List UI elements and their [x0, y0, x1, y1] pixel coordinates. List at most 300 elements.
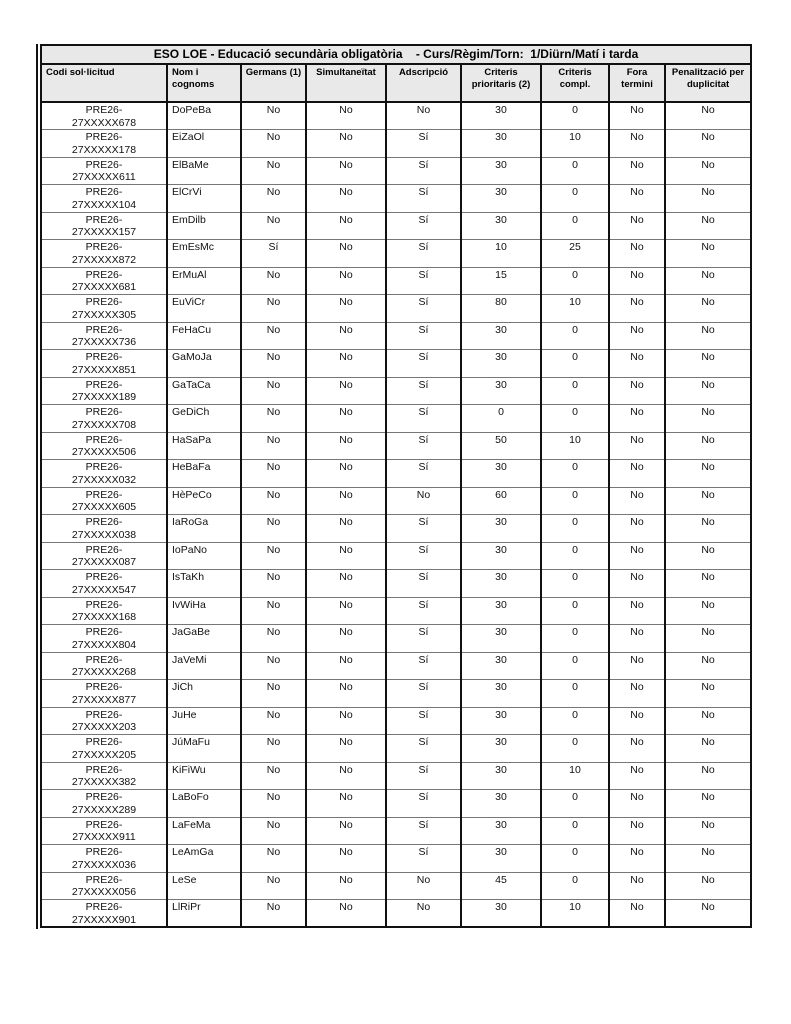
column-header-criteris-prioritaris: Criteris prioritaris (2)	[461, 64, 541, 102]
code-line-2: 27XXXXX877	[71, 693, 137, 706]
code-line-1: PRE26-	[85, 268, 123, 281]
cell-codi-sollicitud	[41, 157, 167, 185]
cell-adscripcio: No	[386, 102, 461, 130]
cell-criteris-prioritaris: 30	[461, 377, 541, 405]
cell-adscripcio: Sí	[386, 322, 461, 350]
cell-criteris-prioritaris: 50	[461, 432, 541, 460]
cell-criteris-compl: 0	[541, 322, 609, 350]
table-row	[41, 680, 751, 708]
code-line-1: PRE26-	[85, 131, 123, 143]
cell-fora-termini: No	[609, 735, 665, 763]
cell-penalitzacio: No	[665, 790, 751, 818]
code-line-1: PRE26-	[85, 104, 123, 116]
table-row	[41, 542, 751, 570]
cell-simultaneitat: No	[306, 267, 386, 295]
cell-adscripcio: Sí	[386, 267, 461, 295]
cell-criteris-compl: 0	[541, 487, 609, 515]
table-row	[41, 762, 751, 790]
cell-criteris-compl: 0	[541, 212, 609, 240]
cell-simultaneitat: No	[306, 432, 386, 460]
cell-adscripcio: Sí	[386, 625, 461, 653]
cell-penalitzacio: No	[665, 487, 751, 515]
cell-nom-cognoms: LaFeMa	[167, 817, 241, 845]
code-line-1: PRE26-	[85, 653, 123, 666]
table-row	[41, 817, 751, 845]
cell-codi-sollicitud	[41, 735, 167, 763]
cell-fora-termini: No	[609, 625, 665, 653]
table-row	[41, 185, 751, 213]
code-line-2: 27XXXXX178	[71, 143, 137, 156]
code-line-2: 27XXXXX104	[71, 198, 137, 211]
cell-germans: No	[241, 185, 306, 213]
cell-germans: No	[241, 790, 306, 818]
code-line-1: PRE26-	[85, 763, 123, 776]
code-line-1: PRE26-	[85, 488, 123, 501]
table-title-row	[41, 45, 751, 64]
code-line-2: 27XXXXX205	[71, 748, 137, 761]
cell-penalitzacio: No	[665, 542, 751, 570]
column-header-germans: Germans (1)	[241, 64, 306, 102]
cell-simultaneitat: No	[306, 625, 386, 653]
code-line-1: PRE26-	[85, 736, 123, 748]
cell-criteris-prioritaris: 30	[461, 652, 541, 680]
cell-germans: No	[241, 652, 306, 680]
cell-germans: No	[241, 707, 306, 735]
cell-criteris-compl: 0	[541, 377, 609, 405]
cell-germans: No	[241, 377, 306, 405]
cell-codi-sollicitud	[41, 542, 167, 570]
cell-nom-cognoms: EmEsMc	[167, 240, 241, 268]
cell-criteris-compl: 0	[541, 872, 609, 900]
cell-criteris-prioritaris: 30	[461, 817, 541, 845]
cell-nom-cognoms: EiZaOl	[167, 130, 241, 158]
cell-simultaneitat: No	[306, 597, 386, 625]
cell-penalitzacio: No	[665, 515, 751, 543]
cell-codi-sollicitud	[41, 130, 167, 158]
cell-germans: No	[241, 405, 306, 433]
cell-adscripcio: Sí	[386, 295, 461, 323]
cell-nom-cognoms: ElBaMe	[167, 157, 241, 185]
cell-codi-sollicitud	[41, 872, 167, 900]
cell-criteris-compl: 0	[541, 597, 609, 625]
code-line-2: 27XXXXX506	[71, 446, 137, 458]
cell-penalitzacio: No	[665, 900, 751, 928]
cell-criteris-prioritaris: 30	[461, 680, 541, 708]
cell-nom-cognoms: LlRiPr	[167, 900, 241, 928]
cell-simultaneitat: No	[306, 872, 386, 900]
cell-simultaneitat: No	[306, 790, 386, 818]
cell-codi-sollicitud	[41, 845, 167, 873]
code-line-1: PRE26-	[85, 516, 123, 528]
code-line-2: 27XXXXX547	[71, 583, 137, 596]
cell-penalitzacio: No	[665, 267, 751, 295]
cell-penalitzacio: No	[665, 652, 751, 680]
admissions-table	[40, 44, 752, 928]
code-line-1: PRE26-	[85, 571, 123, 583]
cell-criteris-prioritaris: 30	[461, 762, 541, 790]
cell-adscripcio: Sí	[386, 680, 461, 708]
cell-nom-cognoms: JaGaBe	[167, 625, 241, 653]
cell-criteris-compl: 0	[541, 405, 609, 433]
code-line-2: 27XXXXX038	[71, 528, 137, 541]
cell-criteris-compl: 0	[541, 267, 609, 295]
cell-criteris-compl: 0	[541, 542, 609, 570]
cell-simultaneitat: No	[306, 652, 386, 680]
cell-codi-sollicitud	[41, 652, 167, 680]
cell-simultaneitat: No	[306, 515, 386, 543]
cell-penalitzacio: No	[665, 350, 751, 378]
cell-criteris-prioritaris: 30	[461, 735, 541, 763]
table-row	[41, 350, 751, 378]
cell-simultaneitat: No	[306, 487, 386, 515]
cell-simultaneitat: No	[306, 212, 386, 240]
table-row	[41, 102, 751, 130]
cell-germans: No	[241, 625, 306, 653]
code-line-1: PRE26-	[85, 378, 123, 391]
cell-simultaneitat: No	[306, 817, 386, 845]
cell-simultaneitat: No	[306, 680, 386, 708]
cell-adscripcio: Sí	[386, 542, 461, 570]
code-line-1: PRE26-	[85, 433, 123, 446]
code-line-1: PRE26-	[85, 791, 123, 803]
cell-germans: No	[241, 872, 306, 900]
cell-criteris-prioritaris: 30	[461, 542, 541, 570]
cell-simultaneitat: No	[306, 542, 386, 570]
cell-adscripcio: Sí	[386, 405, 461, 433]
cell-nom-cognoms: GeDiCh	[167, 405, 241, 433]
cell-simultaneitat: No	[306, 350, 386, 378]
cell-germans: No	[241, 102, 306, 130]
table-row	[41, 570, 751, 598]
cell-fora-termini: No	[609, 212, 665, 240]
cell-adscripcio: No	[386, 900, 461, 928]
cell-nom-cognoms: JúMaFu	[167, 735, 241, 763]
code-line-1: PRE26-	[85, 158, 123, 171]
table-row	[41, 157, 751, 185]
cell-codi-sollicitud	[41, 817, 167, 845]
cell-codi-sollicitud	[41, 185, 167, 213]
cell-codi-sollicitud	[41, 625, 167, 653]
cell-germans: No	[241, 130, 306, 158]
cell-adscripcio: No	[386, 487, 461, 515]
cell-penalitzacio: No	[665, 845, 751, 873]
cell-nom-cognoms: IsTaKh	[167, 570, 241, 598]
cell-penalitzacio: No	[665, 377, 751, 405]
cell-criteris-prioritaris: 10	[461, 240, 541, 268]
cell-adscripcio: Sí	[386, 817, 461, 845]
page-title: ESO LOE - Educació secundària obligatòria - Curs/Règim/Torn: 1/Diürn/Matí i tarda	[41, 45, 751, 64]
cell-germans: No	[241, 212, 306, 240]
cell-fora-termini: No	[609, 240, 665, 268]
cell-nom-cognoms: DoPeBa	[167, 102, 241, 130]
cell-fora-termini: No	[609, 817, 665, 845]
cell-penalitzacio: No	[665, 817, 751, 845]
table-body	[41, 102, 751, 927]
cell-criteris-compl: 0	[541, 845, 609, 873]
table-row	[41, 240, 751, 268]
cell-simultaneitat: No	[306, 845, 386, 873]
table-row	[41, 295, 751, 323]
cell-simultaneitat: No	[306, 130, 386, 158]
cell-criteris-compl: 0	[541, 680, 609, 708]
cell-criteris-compl: 0	[541, 102, 609, 130]
cell-germans: No	[241, 515, 306, 543]
cell-penalitzacio: No	[665, 625, 751, 653]
cell-penalitzacio: No	[665, 707, 751, 735]
code-line-2: 27XXXXX305	[71, 308, 137, 321]
cell-nom-cognoms: JaVeMi	[167, 652, 241, 680]
cell-codi-sollicitud	[41, 405, 167, 433]
cell-criteris-prioritaris: 0	[461, 405, 541, 433]
cell-germans: No	[241, 487, 306, 515]
cell-germans: Sí	[241, 240, 306, 268]
cell-codi-sollicitud	[41, 597, 167, 625]
cell-criteris-prioritaris: 30	[461, 597, 541, 625]
cell-adscripcio: Sí	[386, 515, 461, 543]
cell-criteris-compl: 0	[541, 707, 609, 735]
cell-penalitzacio: No	[665, 762, 751, 790]
code-line-2: 27XXXXX189	[71, 391, 137, 403]
cell-nom-cognoms: FeHaCu	[167, 322, 241, 350]
table-row	[41, 707, 751, 735]
cell-criteris-prioritaris: 30	[461, 157, 541, 185]
code-line-1: PRE26-	[85, 323, 123, 336]
column-header-simultaneitat: Simultaneïtat	[306, 64, 386, 102]
cell-fora-termini: No	[609, 597, 665, 625]
cell-codi-sollicitud	[41, 515, 167, 543]
cell-nom-cognoms: EmDilb	[167, 212, 241, 240]
cell-criteris-compl: 0	[541, 652, 609, 680]
table-row	[41, 405, 751, 433]
cell-penalitzacio: No	[665, 432, 751, 460]
code-line-1: PRE26-	[85, 213, 123, 226]
cell-nom-cognoms: LaBoFo	[167, 790, 241, 818]
cell-criteris-compl: 10	[541, 130, 609, 158]
cell-adscripcio: Sí	[386, 377, 461, 405]
cell-criteris-compl: 0	[541, 515, 609, 543]
cell-fora-termini: No	[609, 432, 665, 460]
code-line-1: PRE26-	[85, 708, 123, 721]
cell-fora-termini: No	[609, 680, 665, 708]
cell-fora-termini: No	[609, 460, 665, 488]
table-row	[41, 432, 751, 460]
cell-fora-termini: No	[609, 570, 665, 598]
cell-fora-termini: No	[609, 872, 665, 900]
cell-codi-sollicitud	[41, 432, 167, 460]
code-line-2: 27XXXXX611	[72, 171, 136, 183]
cell-fora-termini: No	[609, 322, 665, 350]
cell-criteris-prioritaris: 30	[461, 460, 541, 488]
cell-criteris-compl: 0	[541, 185, 609, 213]
code-line-2: 27XXXXX872	[71, 253, 137, 266]
cell-fora-termini: No	[609, 267, 665, 295]
cell-criteris-prioritaris: 30	[461, 515, 541, 543]
cell-penalitzacio: No	[665, 680, 751, 708]
code-line-1: PRE26-	[85, 241, 123, 253]
cell-codi-sollicitud	[41, 460, 167, 488]
table-row	[41, 625, 751, 653]
cell-germans: No	[241, 762, 306, 790]
cell-codi-sollicitud	[41, 487, 167, 515]
cell-fora-termini: No	[609, 845, 665, 873]
cell-adscripcio: Sí	[386, 460, 461, 488]
cell-fora-termini: No	[609, 157, 665, 185]
cell-simultaneitat: No	[306, 157, 386, 185]
table-row	[41, 515, 751, 543]
table-row	[41, 900, 751, 928]
cell-nom-cognoms: IvWiHa	[167, 597, 241, 625]
cell-codi-sollicitud	[41, 212, 167, 240]
cell-adscripcio: No	[386, 872, 461, 900]
code-line-2: 27XXXXX289	[71, 803, 137, 816]
cell-criteris-prioritaris: 30	[461, 707, 541, 735]
code-line-1: PRE26-	[85, 818, 123, 831]
cell-adscripcio: Sí	[386, 240, 461, 268]
cell-nom-cognoms: LeAmGa	[167, 845, 241, 873]
cell-fora-termini: No	[609, 377, 665, 405]
cell-criteris-compl: 25	[541, 240, 609, 268]
cell-codi-sollicitud	[41, 377, 167, 405]
cell-criteris-compl: 0	[541, 625, 609, 653]
cell-germans: No	[241, 295, 306, 323]
table-row	[41, 790, 751, 818]
cell-codi-sollicitud	[41, 267, 167, 295]
cell-criteris-prioritaris: 45	[461, 872, 541, 900]
cell-simultaneitat: No	[306, 295, 386, 323]
cell-simultaneitat: No	[306, 735, 386, 763]
table-row	[41, 212, 751, 240]
cell-nom-cognoms: KiFiWu	[167, 762, 241, 790]
cell-criteris-prioritaris: 15	[461, 267, 541, 295]
code-line-1: PRE26-	[85, 681, 123, 693]
cell-germans: No	[241, 460, 306, 488]
cell-penalitzacio: No	[665, 597, 751, 625]
table-row	[41, 377, 751, 405]
cell-criteris-prioritaris: 80	[461, 295, 541, 323]
cell-nom-cognoms: IaRoGa	[167, 515, 241, 543]
code-line-1: PRE26-	[85, 186, 123, 198]
cell-germans: No	[241, 817, 306, 845]
cell-adscripcio: Sí	[386, 735, 461, 763]
cell-adscripcio: Sí	[386, 597, 461, 625]
code-line-1: PRE26-	[85, 461, 123, 473]
column-header-fora-termini: Fora termini	[609, 64, 665, 102]
cell-adscripcio: Sí	[386, 212, 461, 240]
cell-criteris-compl: 10	[541, 900, 609, 928]
cell-codi-sollicitud	[41, 322, 167, 350]
cell-penalitzacio: No	[665, 872, 751, 900]
cell-fora-termini: No	[609, 900, 665, 928]
cell-penalitzacio: No	[665, 240, 751, 268]
cell-adscripcio: Sí	[386, 130, 461, 158]
code-line-1: PRE26-	[85, 406, 123, 418]
cell-simultaneitat: No	[306, 377, 386, 405]
code-line-1: PRE26-	[85, 598, 123, 611]
cell-adscripcio: Sí	[386, 185, 461, 213]
cell-criteris-compl: 0	[541, 817, 609, 845]
table-row	[41, 735, 751, 763]
code-line-1: PRE26-	[85, 846, 123, 858]
cell-codi-sollicitud	[41, 295, 167, 323]
cell-codi-sollicitud	[41, 762, 167, 790]
cell-criteris-compl: 0	[541, 350, 609, 378]
code-line-1: PRE26-	[85, 626, 123, 638]
table-row	[41, 267, 751, 295]
cell-penalitzacio: No	[665, 212, 751, 240]
cell-fora-termini: No	[609, 515, 665, 543]
cell-criteris-compl: 10	[541, 432, 609, 460]
column-header-adscripcio: Adscripció	[386, 64, 461, 102]
cell-criteris-compl: 10	[541, 295, 609, 323]
code-line-2: 27XXXXX804	[71, 638, 137, 651]
cell-fora-termini: No	[609, 350, 665, 378]
table-row	[41, 487, 751, 515]
cell-penalitzacio: No	[665, 295, 751, 323]
cell-adscripcio: Sí	[386, 790, 461, 818]
cell-codi-sollicitud	[41, 570, 167, 598]
code-line-1: PRE26-	[85, 351, 123, 363]
cell-fora-termini: No	[609, 487, 665, 515]
cell-simultaneitat: No	[306, 762, 386, 790]
code-line-2: 27XXXXX901	[71, 913, 137, 926]
cell-codi-sollicitud	[41, 350, 167, 378]
column-header-codi: Codi sol·licitud	[41, 64, 167, 102]
cell-penalitzacio: No	[665, 322, 751, 350]
cell-simultaneitat: No	[306, 322, 386, 350]
cell-adscripcio: Sí	[386, 652, 461, 680]
cell-criteris-compl: 0	[541, 157, 609, 185]
cell-nom-cognoms: HaSaPa	[167, 432, 241, 460]
table-row	[41, 597, 751, 625]
cell-simultaneitat: No	[306, 570, 386, 598]
cell-criteris-compl: 10	[541, 762, 609, 790]
cell-fora-termini: No	[609, 762, 665, 790]
code-line-2: 27XXXXX032	[71, 473, 137, 486]
table-row	[41, 322, 751, 350]
cell-germans: No	[241, 680, 306, 708]
code-line-2: 27XXXXX678	[71, 116, 137, 129]
cell-codi-sollicitud	[41, 790, 167, 818]
cell-fora-termini: No	[609, 295, 665, 323]
cell-criteris-compl: 0	[541, 460, 609, 488]
code-line-2: 27XXXXX382	[71, 776, 137, 788]
cell-simultaneitat: No	[306, 185, 386, 213]
cell-criteris-compl: 0	[541, 790, 609, 818]
code-line-2: 27XXXXX203	[71, 721, 137, 733]
cell-criteris-compl: 0	[541, 570, 609, 598]
cell-criteris-prioritaris: 30	[461, 845, 541, 873]
cell-penalitzacio: No	[665, 185, 751, 213]
cell-fora-termini: No	[609, 405, 665, 433]
code-line-2: 27XXXXX736	[71, 336, 137, 348]
cell-penalitzacio: No	[665, 570, 751, 598]
cell-criteris-prioritaris: 30	[461, 625, 541, 653]
cell-nom-cognoms: GaMoJa	[167, 350, 241, 378]
document-sheet	[40, 44, 750, 928]
cell-germans: No	[241, 432, 306, 460]
cell-codi-sollicitud	[41, 900, 167, 928]
code-line-1: PRE26-	[85, 543, 123, 556]
code-line-2: 27XXXXX087	[71, 556, 137, 568]
column-header-penalitzacio: Penalització per duplicitat	[665, 64, 751, 102]
cell-germans: No	[241, 322, 306, 350]
code-line-1: PRE26-	[85, 873, 123, 886]
cell-simultaneitat: No	[306, 460, 386, 488]
cell-fora-termini: No	[609, 130, 665, 158]
cell-criteris-prioritaris: 30	[461, 350, 541, 378]
cell-penalitzacio: No	[665, 157, 751, 185]
code-line-1: PRE26-	[85, 901, 123, 913]
